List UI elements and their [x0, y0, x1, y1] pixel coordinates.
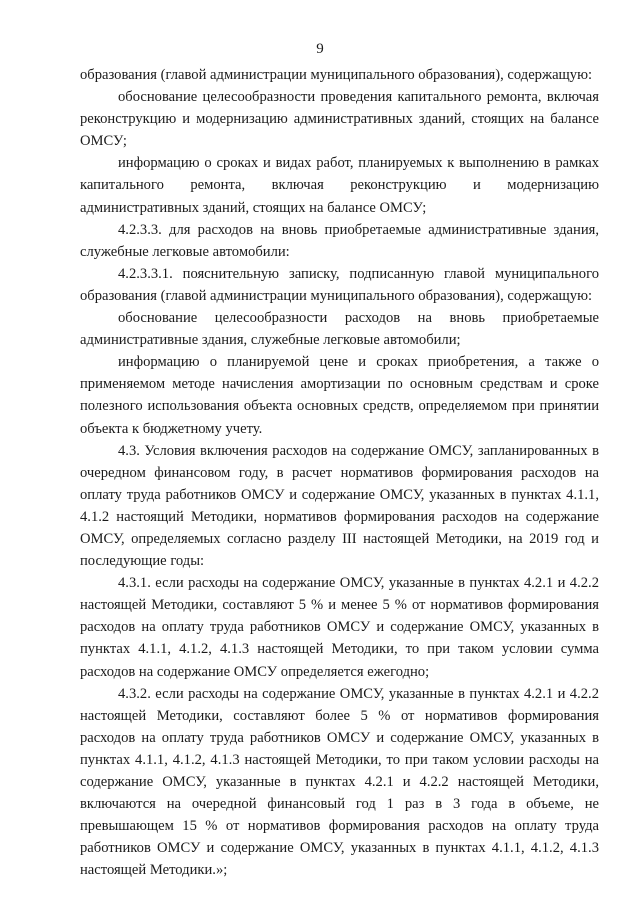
paragraph-repair-schedule-info: информацию о сроках и видах работ, планируемых к выполнению в рамках капитального ремонта, включая реконструкцию и модернизацию административных зданий, стоящих на балансе ОМСУ; [80, 155, 599, 216]
paragraph-4-2-3-3-1: 4.2.3.3.1. пояснительную записку, подписанную главой муниципального образования (главой администрации муниципального образования), содержащую: [80, 265, 599, 304]
paragraph-4-3-2: 4.3.2. если расходы на содержание ОМСУ, указанные в пунктах 4.2.1 и 4.2.2 настоящей Методики, составляют более 5 % от нормативов формирования расходов на оплату труда работников ОМСУ и содержание ОМСУ, указанных в пунктах 4.1.1, 4.1.2, 4.1.3 настоящей Методики, то при таком условии расходы на содержание ОМСУ, указанные в пунктах 4.2.1 и 4.2.2 настоящей Методики, включаются на очередной финансовый год 1 раз в 3 года в объеме, не превышающем 15 % от нормативов формирования расходов на оплату труда работников ОМСУ и содержание ОМСУ, указанных в пунктах 4.1.1, 4.1.2, 4.1.3 настоящей Методики.»; [80, 685, 599, 879]
paragraph-4-3: 4.3. Условия включения расходов на содержание ОМСУ, запланированных в очередном финансовом году, в расчет нормативов формирования расходов на оплату труда работников ОМСУ и содержание ОМСУ, указанных в пунктах 4.1.1, 4.1.2 настоящий Методики, нормативов формирования расходов на содержание ОМСУ, определяемых согласно разделу III настоящей Методики, на 2019 год и последующие годы: [80, 442, 599, 570]
paragraph-justification-purchase: обоснование целесообразности расходов на вновь приобретаемые административные здания, служебные легковые автомобили; [80, 310, 599, 349]
paragraph-4-3-1: 4.3.1. если расходы на содержание ОМСУ, указанные в пунктах 4.2.1 и 4.2.2 настоящей Методики, составляют 5 % и менее 5 % от нормативов формирования расходов на оплату труда работников ОМСУ и содержание ОМСУ, указанных в пунктах 4.1.1, 4.1.2, 4.1.3 настоящей Методики, то при таком условии сумма расходов на содержание ОМСУ определяется ежегодно; [80, 575, 599, 680]
page-number: 9 [316, 41, 324, 57]
document-body [80, 64, 599, 881]
paragraph-price-schedule-info: информацию о планируемой цене и сроках приобретения, а также о применяемом методе начисления амортизации по основным средствам и сроке полезного использования объекта основных средств, определяемом при принятии объекта к бюджетному учету. [80, 354, 599, 437]
paragraph-continuation: образования (главой администрации муниципального образования), содержащую: [80, 67, 593, 83]
paragraph-4-2-3-3: 4.2.3.3. для расходов на вновь приобретаемые административные здания, служебные легковые автомобили: [80, 221, 599, 260]
paragraph-justification-repair: обоснование целесообразности проведения капитального ремонта, включая реконструкцию и модернизацию административных зданий, стоящих на балансе ОМСУ; [80, 89, 599, 150]
